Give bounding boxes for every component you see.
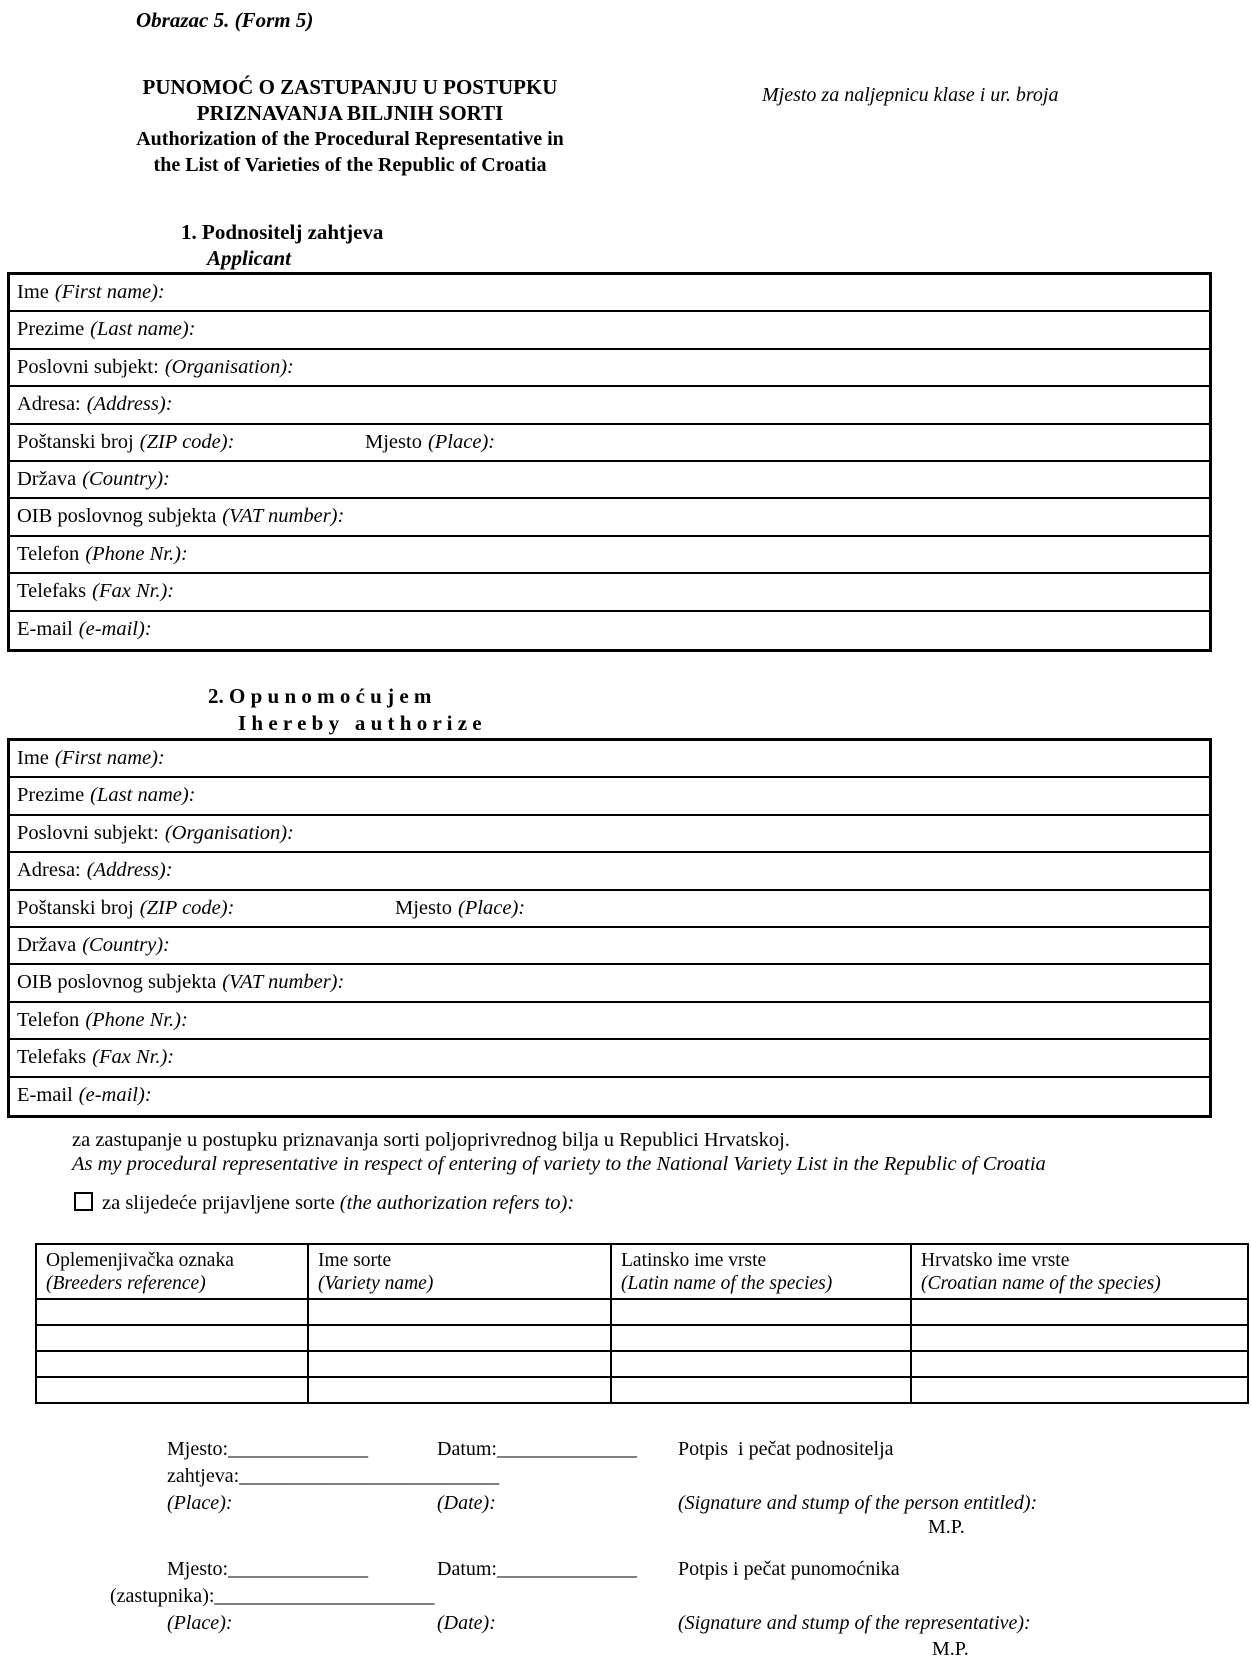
applicant-place-field bbox=[167, 1438, 368, 1461]
field-label: OIB poslovnog subjekta bbox=[17, 505, 217, 528]
field-label: Država bbox=[17, 467, 77, 490]
field-label-en: (ZIP code): bbox=[139, 430, 235, 453]
field-row-zip-and-place[interactable] bbox=[10, 425, 1209, 462]
variety-cell[interactable] bbox=[611, 1377, 911, 1403]
representative-place-field bbox=[167, 1558, 368, 1581]
field-label: Poslovni subjekt: bbox=[17, 355, 159, 378]
variety-row bbox=[36, 1325, 1248, 1351]
variety-cell[interactable] bbox=[911, 1299, 1248, 1325]
variety-cell[interactable] bbox=[611, 1351, 911, 1377]
field-label-en: (Phone Nr.): bbox=[85, 1008, 188, 1031]
field-label: Država bbox=[17, 933, 77, 956]
representative-mp-mark: M.P. bbox=[932, 1638, 969, 1660]
representative-second-line bbox=[110, 1585, 434, 1608]
field-label: Mjesto bbox=[395, 896, 452, 919]
variety-cell[interactable] bbox=[911, 1325, 1248, 1351]
field-label: Mjesto bbox=[365, 430, 422, 453]
variety-cell[interactable] bbox=[308, 1351, 611, 1377]
field-label-en: (Fax Nr.): bbox=[92, 1046, 175, 1069]
field-label: Ime bbox=[17, 281, 49, 303]
representative-table bbox=[7, 738, 1212, 1118]
field-label-en: (Last name): bbox=[90, 318, 196, 341]
field-label-en: (VAT number): bbox=[222, 971, 345, 994]
column-header-croatian-species-name bbox=[911, 1244, 1248, 1299]
field-label-en: (e-mail): bbox=[78, 1083, 152, 1106]
field-row-organisation[interactable] bbox=[10, 350, 1209, 387]
statement-hr: za zastupanje u postupku priznavanja sorti poljoprivrednog bilja u Republici Hrvatskoj. bbox=[72, 1129, 790, 1151]
representative-stamp-label-en: (Signature and stump of the representative): bbox=[678, 1612, 1031, 1634]
field-row-country[interactable] bbox=[10, 462, 1209, 499]
field-row-country[interactable] bbox=[10, 928, 1209, 965]
field-row-first-name[interactable] bbox=[10, 741, 1209, 778]
section2-title-en: I h e r e b y a u t h o r i z e bbox=[238, 711, 482, 735]
column-header-hr: Ime sorte bbox=[318, 1250, 392, 1271]
column-header-en: (Latin name of the species) bbox=[621, 1273, 833, 1294]
field-label-en: (Address): bbox=[86, 859, 173, 882]
applicant-mp-mark: M.P. bbox=[928, 1516, 965, 1538]
field-row-email[interactable] bbox=[10, 1078, 1209, 1115]
field-label: Adresa: bbox=[17, 859, 81, 882]
field-row-phone[interactable] bbox=[10, 537, 1209, 574]
field-label-en: (e-mail): bbox=[78, 617, 152, 640]
variety-cell[interactable] bbox=[36, 1299, 308, 1325]
applicant-stamp-label-en: (Signature and stump of the person entitled): bbox=[678, 1492, 1038, 1514]
field-label: Ime bbox=[17, 747, 49, 769]
field-label-place bbox=[365, 431, 495, 454]
checkbox-label-hr: za slijedeće prijavljene sorte bbox=[102, 1192, 335, 1214]
variety-cell[interactable] bbox=[308, 1299, 611, 1325]
field-label-en: (ZIP code): bbox=[139, 896, 235, 919]
checkbox-label-en: (the authorization refers to): bbox=[339, 1192, 575, 1214]
section2-heading bbox=[208, 683, 482, 737]
field-label-en: (Organisation): bbox=[164, 355, 294, 378]
representative-stamp-label-hr: Potpis i pečat punomoćnika bbox=[678, 1558, 900, 1580]
date-label: Datum: bbox=[437, 1438, 497, 1460]
field-row-email[interactable] bbox=[10, 612, 1209, 649]
field-row-address[interactable] bbox=[10, 387, 1209, 424]
form-title-en-line2: the List of Varieties of the Republic of Croatia bbox=[153, 154, 547, 176]
field-row-vat-number[interactable] bbox=[10, 499, 1209, 536]
variety-cell[interactable] bbox=[611, 1325, 911, 1351]
variety-cell[interactable] bbox=[36, 1325, 308, 1351]
form-title-en-line1: Authorization of the Procedural Representative in bbox=[136, 128, 564, 150]
column-header-variety-name bbox=[308, 1244, 611, 1299]
field-label-en: (Fax Nr.): bbox=[92, 580, 175, 603]
field-label: Telefon bbox=[17, 1008, 80, 1031]
field-label: Poštanski broj bbox=[17, 430, 134, 453]
field-label: Poštanski broj bbox=[17, 896, 134, 919]
variety-row bbox=[36, 1299, 1248, 1325]
form-title-hr-line1: PUNOMOĆ O ZASTUPANJU U POSTUPKU bbox=[142, 75, 558, 99]
section1-title-en: Applicant bbox=[207, 246, 292, 270]
applicant-place-label-en: (Place): bbox=[167, 1492, 233, 1514]
applicant-second-line bbox=[167, 1465, 499, 1488]
column-header-en: (Breeders reference) bbox=[46, 1273, 206, 1294]
field-label-en: (Address): bbox=[86, 393, 173, 416]
varieties-table bbox=[35, 1243, 1249, 1404]
variety-row bbox=[36, 1351, 1248, 1377]
applicant-stamp-label-hr: Potpis i pečat podnositelja bbox=[678, 1438, 894, 1460]
field-label: E-mail bbox=[17, 1083, 73, 1106]
section1-title-hr: 1. Podnositelj zahtjeva bbox=[181, 220, 384, 244]
varieties-checkbox[interactable] bbox=[74, 1192, 93, 1211]
field-label-en: (VAT number): bbox=[222, 505, 345, 528]
field-label: Telefon bbox=[17, 542, 80, 565]
date-label: Datum: bbox=[437, 1558, 497, 1580]
second-fill-line: __________________________ bbox=[239, 1465, 500, 1487]
applicant-table bbox=[7, 272, 1212, 652]
form-title bbox=[110, 74, 590, 178]
date-fill-line: ______________ bbox=[497, 1438, 637, 1460]
column-header-breeders-reference bbox=[36, 1244, 308, 1299]
field-label: Prezime bbox=[17, 318, 85, 341]
form-number: Obrazac 5. (Form 5) bbox=[136, 8, 314, 32]
field-label-en: (Country): bbox=[82, 933, 170, 956]
variety-cell[interactable] bbox=[36, 1377, 308, 1403]
field-label-en: (First name): bbox=[54, 747, 165, 769]
representative-place-label-en: (Place): bbox=[167, 1612, 233, 1634]
field-label: Adresa: bbox=[17, 393, 81, 416]
field-label: OIB poslovnog subjekta bbox=[17, 971, 217, 994]
field-label-en: (Last name): bbox=[90, 784, 196, 807]
second-label: (zastupnika): bbox=[110, 1585, 215, 1607]
field-label: Telefaks bbox=[17, 1046, 87, 1069]
place-label: Mjesto: bbox=[167, 1438, 229, 1460]
field-label-en: (First name): bbox=[54, 281, 165, 303]
column-header-hr: Latinsko ime vrste bbox=[621, 1250, 767, 1271]
field-label: Poslovni subjekt: bbox=[17, 821, 159, 844]
sticker-placeholder-note: Mjesto za naljepnicu klase i ur. broja bbox=[762, 84, 1059, 106]
field-row-vat-number[interactable] bbox=[10, 965, 1209, 1002]
field-row-zip-and-place[interactable] bbox=[10, 891, 1209, 928]
column-header-hr: Hrvatsko ime vrste bbox=[921, 1250, 1070, 1271]
place-fill-line: ______________ bbox=[228, 1438, 369, 1460]
variety-cell[interactable] bbox=[611, 1299, 911, 1325]
field-row-last-name[interactable] bbox=[10, 312, 1209, 349]
date-fill-line: ______________ bbox=[497, 1558, 637, 1580]
column-header-latin-species-name bbox=[611, 1244, 911, 1299]
applicant-date-label-en: (Date): bbox=[437, 1492, 496, 1514]
varieties-header-row bbox=[36, 1244, 1248, 1299]
second-label: zahtjeva: bbox=[167, 1465, 240, 1487]
section2-title-hr: 2. O p u n o m o ć u j e m bbox=[208, 684, 432, 708]
field-row-address[interactable] bbox=[10, 853, 1209, 890]
section1-heading bbox=[181, 219, 383, 271]
representative-date-label-en: (Date): bbox=[437, 1612, 496, 1634]
field-label-en: (Phone Nr.): bbox=[85, 542, 188, 565]
field-label-en: (Place): bbox=[457, 896, 526, 919]
applicant-date-field bbox=[437, 1438, 637, 1461]
variety-row bbox=[36, 1377, 1248, 1403]
column-header-en: (Variety name) bbox=[318, 1273, 434, 1294]
field-row-fax[interactable] bbox=[10, 574, 1209, 611]
authorization-scope-line bbox=[74, 1192, 574, 1215]
variety-cell[interactable] bbox=[36, 1351, 308, 1377]
field-label: E-mail bbox=[17, 617, 73, 640]
form-title-hr-line2: PRIZNAVANJA BILJNIH SORTI bbox=[196, 101, 504, 125]
field-label: Telefaks bbox=[17, 580, 87, 603]
second-fill-line: ______________________ bbox=[214, 1585, 435, 1607]
field-row-organisation[interactable] bbox=[10, 816, 1209, 853]
variety-cell[interactable] bbox=[911, 1351, 1248, 1377]
field-row-phone[interactable] bbox=[10, 1003, 1209, 1040]
field-row-first-name[interactable] bbox=[10, 275, 1209, 312]
field-label: Prezime bbox=[17, 784, 85, 807]
field-label-en: (Country): bbox=[82, 467, 170, 490]
field-row-fax[interactable] bbox=[10, 1040, 1209, 1077]
place-label: Mjesto: bbox=[167, 1558, 229, 1580]
column-header-hr: Oplemenjivačka oznaka bbox=[46, 1250, 234, 1271]
field-label-place bbox=[395, 897, 525, 920]
field-row-last-name[interactable] bbox=[10, 778, 1209, 815]
variety-cell[interactable] bbox=[308, 1325, 611, 1351]
column-header-en: (Croatian name of the species) bbox=[921, 1273, 1161, 1294]
place-fill-line: ______________ bbox=[228, 1558, 369, 1580]
variety-cell[interactable] bbox=[308, 1377, 611, 1403]
statement-en: As my procedural representative in respect of entering of variety to the National Variety List in the Republic of Croatia bbox=[72, 1153, 1046, 1175]
field-label-en: (Place): bbox=[427, 430, 496, 453]
representative-date-field bbox=[437, 1558, 637, 1581]
variety-cell[interactable] bbox=[911, 1377, 1248, 1403]
statement bbox=[72, 1128, 1046, 1176]
field-label-en: (Organisation): bbox=[164, 821, 294, 844]
